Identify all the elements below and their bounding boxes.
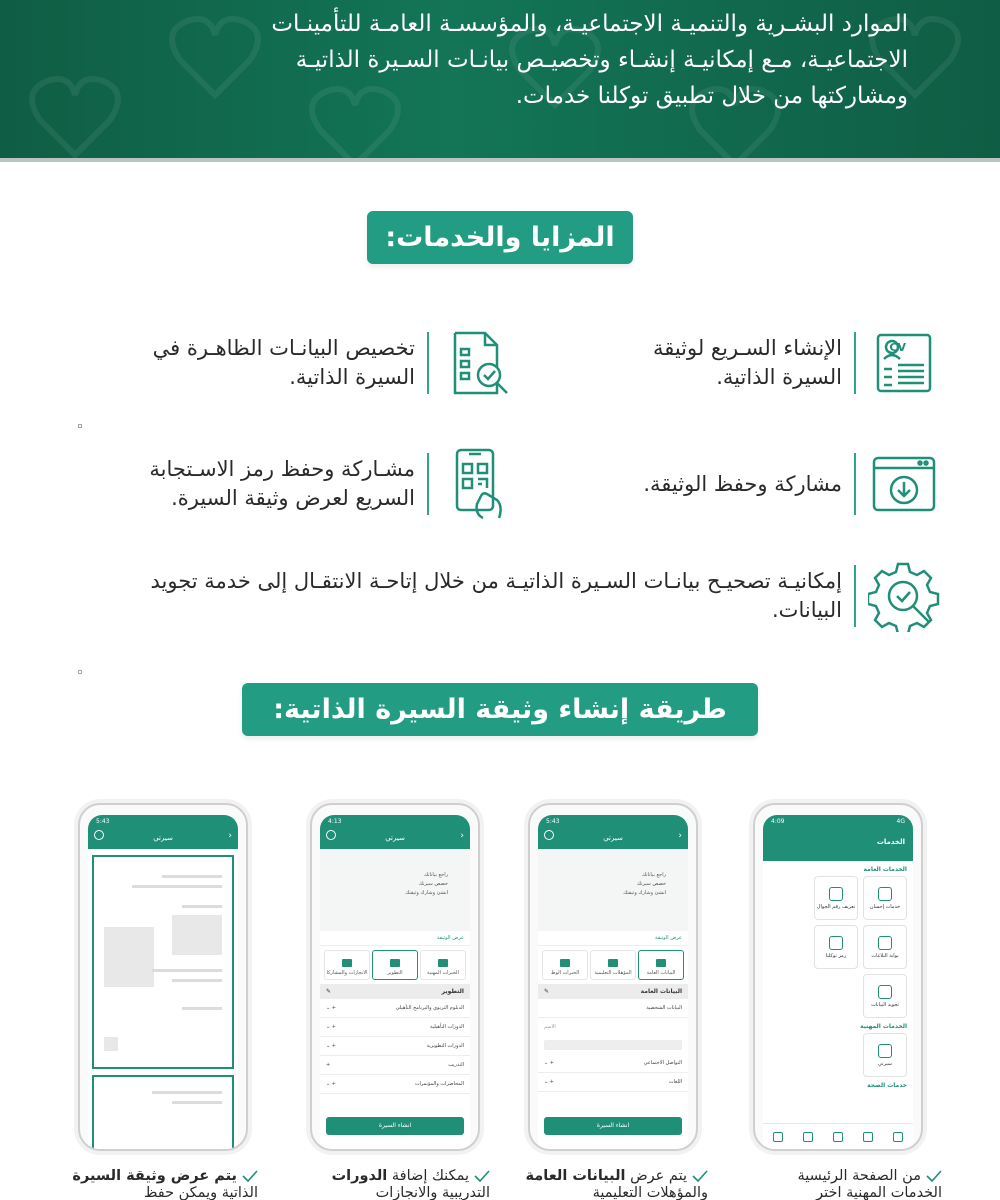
nav-wallet-icon[interactable] <box>833 1132 843 1142</box>
steps-title: طريقة إنشاء وثيقة السيرة الذاتية: <box>242 683 758 736</box>
doc-qr <box>104 1037 118 1051</box>
tile-label: رمز توكلنا <box>825 952 847 959</box>
doc-line <box>172 1101 222 1104</box>
general-services-heading: الخدمات العامة <box>863 866 907 873</box>
ehsan-icon <box>878 887 892 901</box>
tab-general-data[interactable] <box>638 950 684 980</box>
tab-education[interactable] <box>590 950 636 980</box>
more-icon[interactable] <box>94 830 104 840</box>
nav-home-icon[interactable] <box>893 1132 903 1142</box>
section-header <box>538 984 688 999</box>
phone-services-screen <box>753 803 923 1151</box>
step-caption-3 <box>302 1168 490 1200</box>
feature-text: إمكانيـة تصحيـح بيانـات السـيرة الذاتيـة من خلال إتاحـة الانتقـال إلى خدمة تجويد البيانات. <box>150 569 842 622</box>
section-header <box>320 984 470 999</box>
tile-label: سيرتي <box>877 1060 893 1067</box>
browser-download-icon <box>868 448 940 520</box>
board-icon <box>390 959 400 967</box>
more-icon[interactable] <box>544 830 554 840</box>
feature-text: تخصيص البيانـات الظاهـرة في السيرة الذاتية. <box>152 336 415 389</box>
app-header <box>320 815 470 849</box>
caption-text: يتم عرض <box>625 1168 687 1184</box>
caption-bold: يتم عرض وثيقة السيرة <box>72 1168 237 1184</box>
decorative-dot <box>78 670 82 674</box>
feature-text: مشاركة وحفظ الوثيقة. <box>643 471 842 496</box>
cv-links <box>405 871 448 898</box>
tile-label: خدمات إحسان <box>869 903 901 910</box>
personal-data-row <box>538 999 688 1018</box>
cv-hero <box>320 849 470 931</box>
tile-label: تعريف رقم الجوال <box>816 903 856 910</box>
edit-icon[interactable]: ✎ <box>544 988 550 995</box>
trophy-icon <box>342 959 352 967</box>
tab-experience[interactable] <box>542 950 588 980</box>
tile-my-cv[interactable] <box>863 1033 907 1077</box>
feature-quick-create <box>602 327 940 399</box>
doc-line <box>132 885 222 888</box>
cv-document-page-2[interactable] <box>92 1075 234 1149</box>
decorative-dot <box>78 424 82 428</box>
row-label: المحاضرات والمؤتمرات <box>414 1081 464 1087</box>
screen-title: سيرتي <box>603 834 623 842</box>
cv-hero <box>538 849 688 931</box>
view-document-row <box>538 931 688 946</box>
tile-tawakkalna-code[interactable] <box>814 925 858 969</box>
phone-screen <box>320 815 470 1149</box>
row-label: الدورات التأهيلية <box>430 1024 464 1030</box>
languages-label: اللغات <box>668 1079 682 1085</box>
tab-label: المؤهلات التعليمية <box>594 970 632 976</box>
phone-document-screen <box>78 803 248 1151</box>
tab-achievements[interactable] <box>324 950 370 980</box>
caption-bold: الدورات <box>331 1168 388 1184</box>
feature-qr <box>115 448 513 520</box>
doc-block <box>172 915 222 955</box>
intro-text <box>80 0 908 114</box>
status-time: 4:13 <box>328 818 342 825</box>
step-caption-2 <box>520 1168 708 1200</box>
dev-row[interactable]: الدبلوم التربوي والبرنامج التأهيلي + ⌄ <box>320 999 470 1018</box>
create-cv-button[interactable]: انشاء السيرة <box>326 1117 464 1135</box>
phone-screen <box>763 815 913 1149</box>
feature-text: الإنشاء السـريع لوثيقة السيرة الذاتية. <box>652 336 842 389</box>
feature-separator <box>854 565 856 627</box>
more-icon[interactable] <box>326 830 336 840</box>
doc-line <box>172 979 222 982</box>
doc-line <box>152 1091 222 1094</box>
app-header <box>538 815 688 849</box>
cv-document-preview[interactable] <box>92 855 234 1069</box>
gear-check-icon <box>868 560 940 632</box>
tab-label: الخبرات المهنية <box>427 970 459 976</box>
person-icon <box>656 959 666 967</box>
phone-development-screen <box>310 803 480 1151</box>
tab-label: التطوير <box>387 970 403 976</box>
feature-separator <box>427 332 429 394</box>
app-header <box>88 815 238 849</box>
dev-row[interactable]: المحاضرات والمؤتمرات + ⌄ <box>320 1075 470 1094</box>
back-icon[interactable]: ‹ <box>228 831 232 841</box>
link-customize[interactable]: خصص سيرتك <box>418 881 448 887</box>
name-label: الاسم <box>544 1024 556 1030</box>
tab-label: الانجازات والمشاركا <box>326 970 368 976</box>
professional-services-grid <box>763 1033 913 1077</box>
row-label: التدريب <box>448 1062 464 1068</box>
cv-links <box>623 871 666 898</box>
doc-block <box>104 927 154 987</box>
feature-customize <box>115 327 513 399</box>
bottom-nav <box>763 1123 913 1149</box>
status-time: 5:43 <box>546 818 560 825</box>
check-icon <box>242 1170 258 1182</box>
section-title: البيانات العامة <box>640 988 682 995</box>
nav-more-icon[interactable] <box>773 1132 783 1142</box>
view-document-link[interactable]: عرض الوثيقة <box>437 935 464 941</box>
doc-line <box>152 969 222 972</box>
tab-development[interactable] <box>372 950 418 980</box>
step-caption-4 <box>70 1168 258 1200</box>
caption-text: الذاتية ويمكن حفظ <box>143 1185 258 1200</box>
section-title: التطوير <box>441 988 464 995</box>
nav-id-icon[interactable] <box>803 1132 813 1142</box>
back-icon[interactable]: ‹ <box>678 831 682 841</box>
link-create-share[interactable]: انشئ وشارك وثيقتك <box>405 890 448 896</box>
name-row <box>538 1018 688 1036</box>
reports-icon <box>878 936 892 950</box>
briefcase-icon <box>560 959 570 967</box>
edit-doc-icon <box>878 985 892 999</box>
status-bar <box>88 815 238 828</box>
back-icon[interactable]: ‹ <box>460 831 464 841</box>
caption-text: والمؤهلات التعليمية <box>592 1185 708 1200</box>
dev-row[interactable]: التدريب + <box>320 1056 470 1075</box>
cv-document-icon <box>868 327 940 399</box>
tab-label: الخبرات الوظ <box>550 970 580 976</box>
svg-text:CV: CV <box>889 341 906 354</box>
phone-general-data-screen <box>528 803 698 1151</box>
tab-professional-experience[interactable] <box>420 950 466 980</box>
feature-separator <box>854 453 856 515</box>
document-search-icon <box>441 327 513 399</box>
general-services-grid <box>763 876 913 1018</box>
professional-services-heading: الخدمات المهنية <box>859 1023 907 1030</box>
caption-bold: البيانات العامة <box>525 1168 626 1184</box>
caption-text: من الصفحة الرئيسية <box>797 1168 921 1184</box>
feature-text: مشـاركة وحفظ رمز الاسـتجابة السريع لعرض وثيقة السيرة. <box>149 457 415 510</box>
phone-qr-icon <box>441 448 513 520</box>
tile-mobile-id[interactable] <box>814 876 858 920</box>
intro-line-3: ومشاركتها من خلال تطبيق توكلنا خدمات. <box>515 83 908 109</box>
feature-correct-data <box>142 560 940 632</box>
doc-line <box>162 875 222 878</box>
social-label: التواصل الاجتماعي <box>643 1060 682 1066</box>
feature-separator <box>854 332 856 394</box>
health-services-heading: خدمات الصحة <box>866 1082 907 1089</box>
doc-line <box>182 905 222 908</box>
screen-title: سيرتي <box>385 834 405 842</box>
status-time: 4:09 <box>771 818 785 825</box>
feature-separator <box>427 453 429 515</box>
screen-title: الخدمات <box>876 838 905 846</box>
dev-row[interactable]: الدورات التأهيلية + ⌄ <box>320 1018 470 1037</box>
tile-reports[interactable] <box>863 925 907 969</box>
tab-label: البيانات العامة <box>646 970 676 976</box>
screen-title: سيرتي <box>153 834 173 842</box>
intro-banner <box>0 0 1000 162</box>
status-bar <box>763 815 913 828</box>
status-time: 5:43 <box>96 818 110 825</box>
caption-text: يمكنك إضافة <box>387 1168 469 1184</box>
check-icon <box>692 1170 708 1182</box>
name-value <box>544 1040 682 1050</box>
row-label: الدورات التطويرية <box>426 1043 464 1049</box>
create-cv-button[interactable]: انشاء السيرة <box>544 1117 682 1135</box>
personal-data-label: البيانات الشخصية <box>646 1005 682 1011</box>
tile-data-quality[interactable] <box>863 974 907 1018</box>
phone-screen <box>88 815 238 1149</box>
doc-line <box>182 1007 222 1010</box>
status-bar <box>320 815 470 828</box>
edit-icon[interactable]: ✎ <box>326 988 332 995</box>
briefcase-icon <box>438 959 448 967</box>
app-header <box>763 815 913 861</box>
tile-ehsan[interactable] <box>863 876 907 920</box>
link-review-data[interactable]: راجع بياناتك <box>641 872 666 878</box>
view-document-link[interactable]: عرض الوثيقة <box>655 935 682 941</box>
view-document-row <box>320 931 470 946</box>
nav-services-icon[interactable] <box>863 1132 873 1142</box>
status-bar <box>538 815 688 828</box>
intro-line-1: الموارد البشـرية والتنميـة الاجتماعيـة، والمؤسسـة العامـة للتأمينـات <box>271 11 908 37</box>
mobile-icon <box>829 887 843 901</box>
caption-text: الخدمات المهنية اختر <box>816 1185 942 1200</box>
row-label: الدبلوم التربوي والبرنامج التأهيلي <box>395 1005 464 1011</box>
feature-share-save <box>602 448 940 520</box>
check-icon <box>474 1170 490 1182</box>
link-review-data[interactable]: راجع بياناتك <box>423 872 448 878</box>
phone-screen <box>538 815 688 1149</box>
dev-row[interactable]: الدورات التطويرية + ⌄ <box>320 1037 470 1056</box>
cv-icon <box>878 1044 892 1058</box>
tile-label: بوابة البلاغات <box>871 952 899 959</box>
caption-text: التدريبية والانجازات <box>375 1185 490 1200</box>
link-create-share[interactable]: انشئ وشارك وثيقتك <box>623 890 666 896</box>
languages-row[interactable]: اللغات + ⌄ <box>538 1073 688 1092</box>
step-caption-1 <box>754 1168 942 1200</box>
cv-tabs <box>538 946 688 984</box>
qr-icon <box>829 936 843 950</box>
link-customize[interactable]: خصص سيرتك <box>636 881 666 887</box>
check-icon <box>926 1170 942 1182</box>
status-signal: 4G <box>896 818 905 825</box>
tile-label: تجويد البيانات <box>871 1001 899 1008</box>
social-row[interactable]: التواصل الاجتماعي + ⌄ <box>538 1054 688 1073</box>
intro-line-2: الاجتماعيـة، مـع إمكانيـة إنشـاء وتخصيـص بيانـات السـيرة الذاتيـة <box>295 47 908 73</box>
cv-tabs <box>320 946 470 984</box>
features-title: المزايا والخدمات: <box>367 211 633 264</box>
graduation-icon <box>608 959 618 967</box>
